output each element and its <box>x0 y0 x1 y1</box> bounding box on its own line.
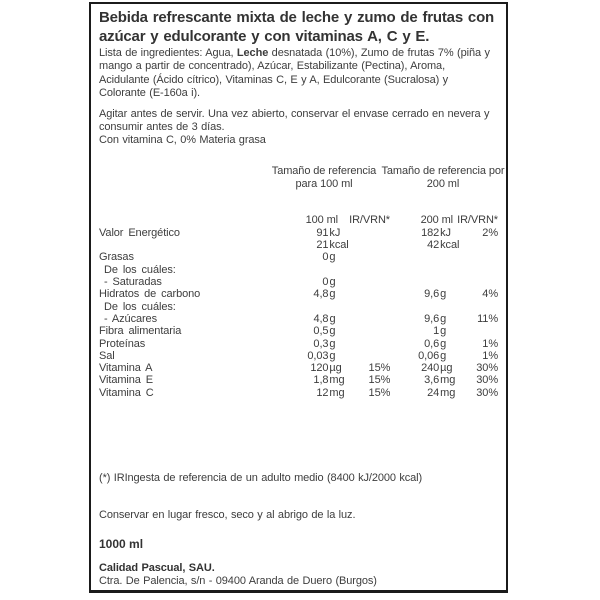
group-header-200ml-line1: Tamaño de referencia por <box>381 164 505 177</box>
claim-text: Con vitamina C, 0% Materia grasa <box>99 134 266 147</box>
group-header-100ml-line2: para 100 ml <box>295 178 353 191</box>
column-header-200ml: 200 ml <box>420 213 453 226</box>
group-header-200ml-line2: 200 ml <box>426 178 460 191</box>
value-200ml-number: 240 <box>421 362 440 375</box>
group-header-100ml-line1: Tamaño de referencia <box>271 164 377 177</box>
value-200ml-unit: g <box>440 325 447 338</box>
nutrition-row <box>99 313 498 325</box>
irvrn-100ml <box>355 288 390 300</box>
value-100ml-unit: g <box>329 325 336 338</box>
irvrn-200ml: 1% <box>482 337 498 350</box>
value-100ml-unit: g <box>329 337 336 350</box>
nutrition-table-rows <box>99 227 498 399</box>
value-200ml-number: 1 <box>433 325 440 338</box>
value-100ml-unit: kcal <box>329 239 349 252</box>
nutrition-row <box>99 325 498 337</box>
irvrn-200ml: 4% <box>482 288 498 301</box>
nutrient-name: Vitamina A <box>99 362 153 375</box>
nutrient-name: - Azúcares <box>104 312 157 325</box>
value-100ml-number <box>279 301 329 313</box>
irvrn-200ml <box>466 239 498 251</box>
irvrn-200ml <box>466 301 498 313</box>
column-header-irvrn-100: IR/VRN* <box>349 213 390 226</box>
irvrn-200ml: 30% <box>476 386 498 399</box>
value-100ml-number: 21 <box>316 239 329 252</box>
value-100ml-unit <box>328 264 355 276</box>
irvrn-200ml <box>466 325 498 337</box>
value-100ml-unit: g <box>329 251 336 264</box>
nutrient-name <box>99 239 279 251</box>
nutrition-row <box>99 338 498 350</box>
net-volume: 1000 ml <box>99 536 144 551</box>
value-200ml-unit: g <box>440 349 447 362</box>
nutrient-name: Vitamina E <box>99 374 153 387</box>
irvrn-100ml: 15% <box>368 374 391 387</box>
value-100ml-number: 0 <box>322 276 329 289</box>
value-100ml-unit: mg <box>329 386 345 399</box>
nutrition-row <box>99 276 498 288</box>
irvrn-100ml <box>355 251 390 263</box>
value-100ml-unit: g <box>329 276 336 289</box>
value-200ml-number <box>390 276 439 288</box>
nutrition-row <box>99 239 498 251</box>
value-100ml-number: 91 <box>316 226 329 239</box>
ingredients-prefix: Lista de ingredientes: Agua, <box>99 47 237 59</box>
irvrn-100ml <box>355 313 390 325</box>
irvrn-200ml <box>466 276 498 288</box>
nutrient-name: Proteínas <box>99 337 146 350</box>
irvrn-100ml <box>355 227 390 239</box>
value-100ml-number: 120 <box>310 362 329 375</box>
nutrient-name: Valor Energético <box>99 226 180 239</box>
irvrn-200ml: 11% <box>477 312 499 325</box>
irvrn-200ml <box>466 251 498 263</box>
value-200ml-unit: µg <box>440 362 453 375</box>
product-label <box>89 2 508 593</box>
manufacturer-address: Ctra. De Palencia, s/n - 09400 Aranda de Duero (Burgos) <box>99 575 377 588</box>
value-200ml-unit <box>439 301 466 313</box>
irvrn-100ml <box>355 239 390 251</box>
value-200ml-unit: mg <box>440 374 456 387</box>
value-200ml-unit <box>439 251 466 263</box>
irvrn-100ml <box>355 338 390 350</box>
irvrn-200ml: 30% <box>476 374 498 387</box>
value-200ml-number: 9,6 <box>424 288 440 301</box>
value-100ml-unit: kJ <box>329 226 341 239</box>
value-100ml-number: 0 <box>322 251 329 264</box>
value-200ml-number: 24 <box>427 386 440 399</box>
group-header-200ml <box>378 165 508 192</box>
irvrn-200ml <box>466 264 498 276</box>
value-100ml-unit <box>328 301 355 313</box>
irvrn-100ml <box>355 325 390 337</box>
nutrition-row <box>99 350 498 362</box>
column-header-spacer <box>99 214 279 227</box>
value-100ml-number: 0,03 <box>307 349 329 362</box>
ingredients-paragraph <box>99 47 498 101</box>
nutrition-row <box>99 374 498 386</box>
ingredients-bold-word: Leche <box>236 47 269 59</box>
value-100ml-number: 0,5 <box>313 325 329 338</box>
value-200ml-number: 42 <box>427 239 440 252</box>
nutrient-name: De los cuáles: <box>104 263 176 276</box>
ingredients-suffix: desnatada (10%), Zumo de frutas 7% (piña y mango a partir de concentrado), Azúcar, Estabilizante (Pectina), Aroma, Acidulante (Ácido cítrico), Vitaminas C, E y A, Edulcorante (Sucralosa) y Colorante (E-160a i). <box>99 47 490 100</box>
value-100ml-unit: g <box>329 349 336 362</box>
nutrition-row <box>99 264 498 276</box>
irvrn-100ml <box>355 301 390 313</box>
nutrition-row <box>99 301 498 313</box>
nutrition-row <box>99 387 498 399</box>
column-header-irvrn-200: IR/VRN* <box>457 213 498 226</box>
value-200ml-unit: g <box>440 312 447 325</box>
value-100ml-unit: mg <box>329 374 345 387</box>
column-header-100ml: 100 ml <box>305 213 338 226</box>
value-100ml-unit: g <box>329 312 336 325</box>
irvrn-100ml <box>355 264 390 276</box>
value-100ml-number: 1,8 <box>313 374 329 387</box>
irvrn-200ml: 1% <box>482 349 498 362</box>
nutrition-row <box>99 227 498 239</box>
value-200ml-unit <box>439 264 466 276</box>
irvrn-100ml: 15% <box>368 362 391 375</box>
value-100ml-number: 4,8 <box>313 312 329 325</box>
value-200ml-unit: g <box>440 337 447 350</box>
value-200ml-number <box>390 264 439 276</box>
nutrition-row <box>99 288 498 300</box>
nutrient-name: Fibra alimentaria <box>99 325 182 338</box>
value-200ml-number: 9,6 <box>424 312 440 325</box>
nutrition-table-group-headers <box>99 164 505 192</box>
nutrient-name: Sal <box>99 349 115 362</box>
value-200ml-unit: kJ <box>440 226 451 239</box>
nutrition-table-column-headers <box>99 214 498 227</box>
irvrn-100ml <box>355 276 390 288</box>
manufacturer-name: Calidad Pascual, SAU. <box>99 561 215 574</box>
value-200ml-unit: g <box>440 288 447 301</box>
value-200ml-number: 0,06 <box>418 349 440 362</box>
product-title: Bebida refrescante mixta de leche y zumo de frutas con azúcar y edulcorante y con vitaminas A, C y E. <box>99 9 494 45</box>
irvrn-200ml: 2% <box>482 226 498 239</box>
value-200ml-unit <box>439 276 466 288</box>
irvrn-100ml <box>355 350 390 362</box>
value-200ml-number: 182 <box>421 226 440 239</box>
nutrition-row <box>99 251 498 263</box>
irvrn-200ml: 30% <box>476 362 498 375</box>
value-100ml-number: 4,8 <box>313 288 329 301</box>
value-100ml-number: 12 <box>316 386 329 399</box>
nutrient-name: - Saturadas <box>104 276 162 289</box>
nutrient-name: De los cuáles: <box>104 300 176 313</box>
nutrient-name: Grasas <box>99 251 134 264</box>
usage-note: Agitar antes de servir. Una vez abierto, conservar el envase cerrado en nevera y consumir antes de 3 días. <box>99 107 490 134</box>
value-100ml-number: 0,3 <box>313 337 329 350</box>
value-200ml-unit: mg <box>440 386 456 399</box>
nutrition-row <box>99 362 498 374</box>
nutrition-table <box>99 164 505 399</box>
reference-intake-footnote: (*) IRIngesta de referencia de un adulto medio (8400 kJ/2000 kcal) <box>99 472 423 484</box>
storage-note: Conservar en lugar fresco, seco y al abrigo de la luz. <box>99 509 356 522</box>
value-200ml-unit: kcal <box>440 239 460 252</box>
value-200ml-number <box>390 301 439 313</box>
value-100ml-unit: g <box>329 288 336 301</box>
irvrn-100ml: 15% <box>368 386 391 399</box>
value-100ml-number <box>279 264 329 276</box>
nutrient-name: Hidratos de carbono <box>99 288 201 301</box>
nutrient-name: Vitamina C <box>99 386 154 399</box>
value-200ml-number: 3,6 <box>424 374 440 387</box>
value-200ml-number: 0,6 <box>424 337 440 350</box>
value-200ml-number <box>390 251 439 263</box>
value-100ml-unit: µg <box>329 362 342 375</box>
